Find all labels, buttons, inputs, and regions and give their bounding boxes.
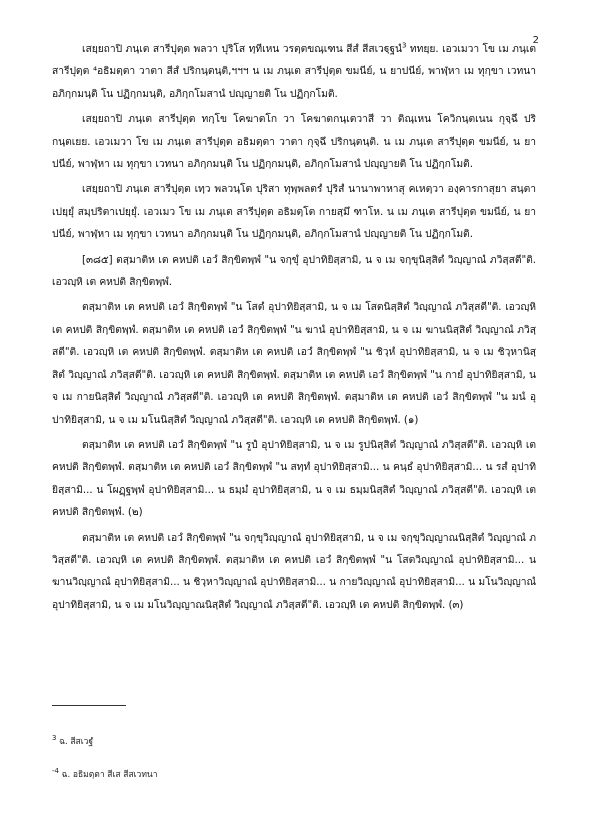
paragraph [52,249,536,294]
paragraph [52,527,536,617]
paragraph-text: ตสฺมาติห เต คหปติ เอวํ สิกฺขิตพฺพํ "น โสตํ อุปาทิยิสฺสามิ, น จ เม โสตนิสฺสิตํ วิญฺญาณํ ภวิสฺสตี"ติ. เอวญฺหิ เต คหปติ สิกฺขิตพฺพํ. ตสฺมาติห เต คหปติ เอวํ สิกฺขิตพฺพํ "น ฆานํ อุปาทิยิสฺสามิ, น จ เม ฆานนิสฺสิตํ วิญฺญาณํ ภวิสฺสตี"ติ. เอวญฺหิ เต คหปติ สิกฺขิตพฺพํ. ตสฺมาติห เต คหปติ เอวํ สิกฺขิตพฺพํ "น ชิวฺหํ อุปาทิยิสฺสามิ, น จ เม ชิวฺหานิสฺสิตํ วิญฺญาณํ ภวิสฺสตี"ติ. เอวญฺหิ เต คหปติ สิกฺขิตพฺพํ. ตสฺมาติห เต คหปติ เอวํ สิกฺขิตพฺพํ "น กายํ อุปาทิยิสฺสามิ, น จ เม กายนิสฺสิตํ วิญฺญาณํ ภวิสฺสตี"ติ. เอวญฺหิ เต คหปติ สิกฺขิตพฺพํ. ตสฺมาติห เต คหปติ เอวํ สิกฺขิตพฺพํ "น มนํ อุปาทิยิสฺสามิ, น จ เม มโนนิสฺสิตํ วิญฺญาณํ ภวิสฺสตี"ติ. เอวญฺหิ เต คหปติ สิกฺขิตพฺพํ. (๑) [52,301,536,426]
paragraph [52,296,536,430]
paragraph [52,38,536,105]
paragraph-text: ตสฺมาติห เต คหปติ เอวํ สิกฺขิตพฺพํ "น รูปํ อุปาทิยิสฺสามิ, น จ เม รูปนิสฺสิตํ วิญฺญาณํ ภวิสฺสตี"ติ. เอวญฺหิ เต คหปติ สิกฺขิตพฺพํ. ตสฺมาติห เต คหปติ เอวํ สิกฺขิตพฺพํ "น สทฺทํ อุปาทิยิสฺสามิ... น คนฺธํ อุปาทิยิสฺสามิ... น รสํ อุปาทิยิสฺสามิ... น โผฏฺฐพฺพํ อุปาทิยิสฺสามิ... น ธมฺมํ อุปาทิยิสฺสามิ, น จ เม ธมฺมนิสฺสิตํ วิญฺญาณํ ภวิสฺสตี"ติ. เอวญฺหิ เต คหปติ สิกฺขิตพฺพํ. (๒) [52,438,536,519]
footnote [52,734,93,748]
paragraph [52,178,536,245]
footnote-marker: 3 [52,734,57,743]
paragraph-text: เสยฺยถาปิ ภนฺเต สารีปุตฺต ทกฺโข โคฆาตโก วา โคฆาตกนฺเตวาสี วา ติณฺเหน โควิกนฺตเนน กุจฺฉึ ปริกนฺตเยย. เอวเมวา โข เม ภนฺเต สารีปุตฺต อธิมตฺตา วาตา กุจฺฉึ ปริกนฺตนฺติ. น เม ภนฺเต สารีปุตฺต ขมนีย์, น ยาปนีย์, พาฬฺหา เม ทุกฺขา เวทนา อภิกฺกมนฺติ โน ปฏิกฺกมนฺติ, อภิกฺกโมสานํ ปญฺญายติ โน ปฏิกฺกโมติ. [52,113,536,171]
paragraph-text: เสยฺยถาปิ ภนฺเต สารีปุตฺต เทฺว พลวนฺโต ปุริสา ทุพฺพลตรํ ปุริสํ นานาพาหาสุ คเหตฺวา องฺคารกาสุยา สนฺตาเปยฺยุํ สมฺปริตาเปยฺยุํ. เอวเมว โข เม ภนฺเต สารีปุตฺต อธิมตฺโต กายสฺมึ ฑาโห. น เม ภนฺเต สารีปุตฺต ขมนีย์, น ยาปนีย์, พาฬฺหา เม ทุกฺขา เวทนา อภิกฺกมนฺติ โน ปฏิกฺกมนฺติ, อภิกฺกโมสานํ ปญฺญายติ โน ปฏิกฺกโมติ. [52,183,536,241]
footnote-text: ฉ. อธิมตฺตา สีเส สีสเวทนา [58,770,158,780]
footnote-reference[interactable]: 3 [402,41,407,50]
footnote-divider [52,705,126,706]
footnote-text: ฉ. สีสเวฐํ [56,737,94,747]
paragraph [52,434,536,524]
paragraph-text: ตสฺมาติห เต คหปติ เอวํ สิกฺขิตพฺพํ "น จกฺขุวิญฺญาณํ อุปาทิยิสฺสามิ, น จ เม จกฺขุวิญฺญาณนิสฺสิตํ วิญฺญาณํ ภวิสฺสตี"ติ. เอวญฺหิ เต คหปติ สิกฺขิตพฺพํ. ตสฺมาติห เต คหปติ เอวํ สิกฺขิตพฺพํ "น โสตวิญฺญาณํ อุปาทิยิสฺสามิ... น ฆานวิญฺญาณํ อุปาทิยิสฺสามิ... น ชิวฺหาวิญฺญาณํ อุปาทิยิสฺสามิ... น กายวิญฺญาณํ อุปาทิยิสฺสามิ... น มโนวิญฺญาณํ อุปาทิยิสฺสามิ, น จ เม มโนวิญฺญาณนิสฺสิตํ วิญฺญาณํ ภวิสฺสตี"ติ. เอวญฺหิ เต คหปติ สิกฺขิตพฺพํ. (๓) [52,531,536,611]
page-number: 2 [532,35,539,46]
footnote-marker: -4 [52,767,59,776]
footnote [52,767,158,781]
paragraph-text: เสยฺยถาปิ ภนฺเต สารีปุตฺต พลวา ปุริโส ทฺทีเหน วรตฺตขณฺเฑน สีสํ สีสเวฐฺฐนํ [82,43,403,55]
paragraph [52,108,536,175]
document-body [52,38,536,619]
paragraph-text: ททยฺย. เอวเมวา โข เม ภนฺเต สารีปุตฺต ⁴อธิมตฺตา วาตา สีสํ ปริกนฺตนฺติ,ฯฯฯ น เม ภนฺเต สารีปุตฺต ขมนีย์, น ยาปนีย์, พาฬฺหา เม ทุกฺขา เวทนา อภิกฺกมนฺติ โน ปฏิกฺกมนฺติ, อภิกฺกโมสานํ ปญฺญายติ โน ปฏิกฺกโมติ. [52,43,536,100]
paragraph-text: [๓๘๕] ตสฺมาติห เต คหปติ เอวํ สิกฺขิตพฺพํ "น จกฺขุํ อุปาทิยิสฺสามิ, น จ เม จกฺขุนิสฺสิตํ วิญฺญาณํ ภวิสฺสตี"ติ. เอวญฺหิ เต คหปติ สิกฺขิตพฺพํ. [52,253,536,289]
